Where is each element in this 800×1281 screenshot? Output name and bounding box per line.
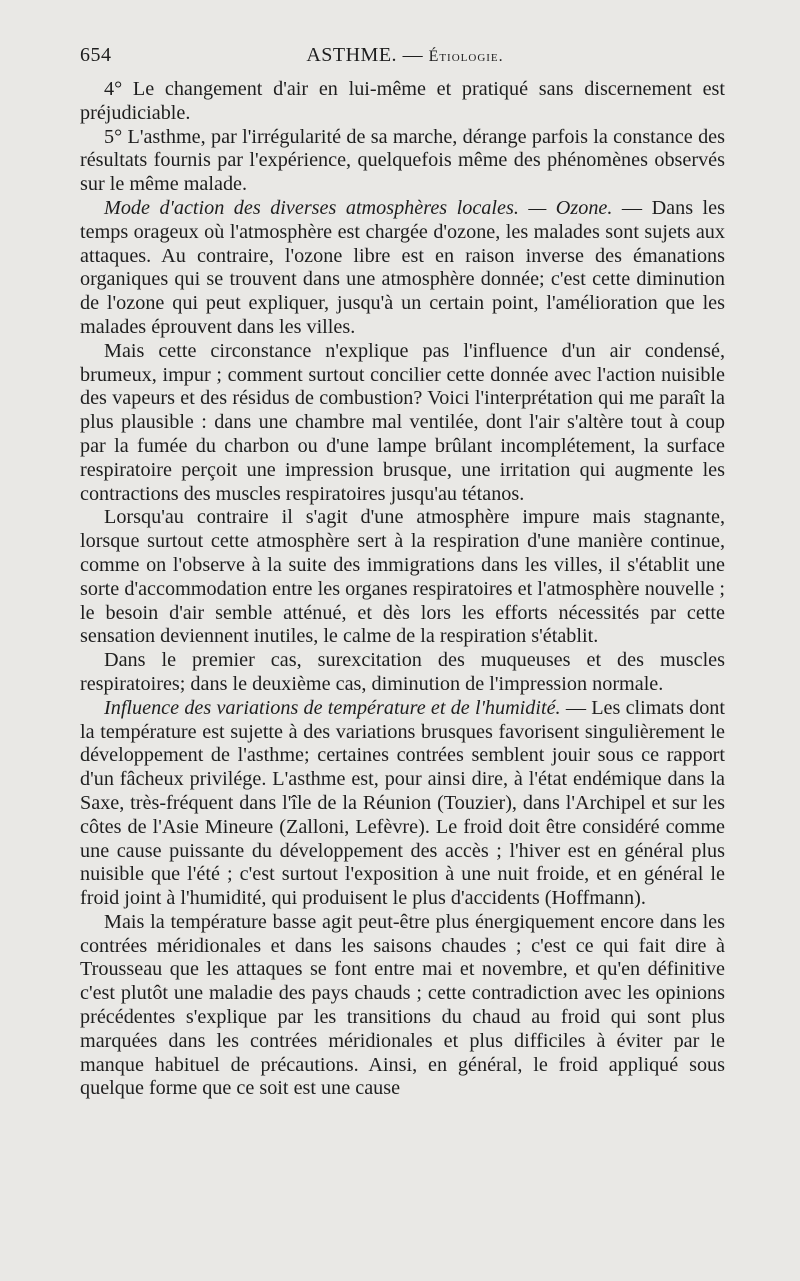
paragraph-4 xyxy=(80,78,725,126)
paragraph-circonstance xyxy=(80,340,725,507)
paragraph-temperature-basse xyxy=(80,911,725,1101)
running-title-separator: — xyxy=(402,44,424,66)
body-text xyxy=(80,78,725,1101)
paragraph-stagnante xyxy=(80,506,725,649)
page-number: 654 xyxy=(80,44,112,66)
paragraph-temperature xyxy=(80,697,725,911)
paragraph-text: Mais la température basse agit peut-être plus énergiquement encore dans les contrées méridionales et dans les saisons chaudes ; c'est ce qui fait dire à Trousseau que les attaques se font entre mai et novembre, et qu'en définitive c'est plutôt une maladie des pays chauds ; cette contradiction avec les opinions précédentes s'explique par les transitions du chaud au froid qui sont plus marquées dans les contrées méridionales et plus difficiles à éviter par le manque habituel de précautions. Ainsi, en général, le froid appliqué sous quelque forme que ce soit est une cause xyxy=(80,910,725,1100)
section-heading-ozone: Mode d'action des diverses atmosphères locales. — Ozone. xyxy=(104,196,613,219)
paragraph-5 xyxy=(80,126,725,197)
paragraph-premier-cas xyxy=(80,649,725,697)
running-head xyxy=(80,44,730,72)
paragraph-text: — Les climats dont la température est sujette à des variations brusques favorisent singulièrement le développement de l'asthme; certaines contrées semblent jouir sous ce rapport d'un fâcheux privilége. L'asthme est, pour ainsi dire, à l'état endémique dans la Saxe, très-fréquent dans l'île de la Réunion (Touzier), dans l'Archipel et sur les côtes de l'Asie Mineure (Zalloni, Lefèvre). Le froid doit être considéré comme une cause puissante du développement des accès ; l'hiver est en général plus nuisible que l'été ; c'est surtout l'exposition à une nuit froide, et en général le froid joint à l'humidité, qui produisent le plus d'accidents (Hoffmann). xyxy=(80,696,725,910)
running-title-subtitle: Étiologie. xyxy=(428,48,504,65)
paragraph-text: — Dans les temps orageux où l'atmosphère est chargée d'ozone, les malades sont sujets aux attaques. Au contraire, l'ozone libre est en raison inverse des émanations organiques qui se trouvent dans une atmosphère donnée; c'est cette diminution de l'ozone qui peut expliquer, jusqu'à un certain point, l'amélioration que les malades éprouvent dans les villes. xyxy=(80,196,725,338)
running-title-main: ASTHME. xyxy=(306,44,398,66)
section-heading-temperature: Influence des variations de température et de l'humidité. xyxy=(104,696,561,719)
paragraph-text: Dans le premier cas, surexcitation des muqueuses et des muscles respiratoires; dans le deuxième cas, diminution de l'impression normale. xyxy=(80,649,725,695)
paragraph-text: Mais cette circonstance n'explique pas l'influence d'un air condensé, brumeux, impur ; comment surtout concilier cette donnée avec l'action nuisible des vapeurs et des résidus de combustion? Voici l'interprétation qui me paraît la plus plausible : dans une chambre mal ventilée, dont l'air s'altère tout à coup par la fumée du charbon ou d'une lampe brûlant incomplétement, la surface respiratoire perçoit une impression brusque, une irritation qui augmente les contractions des muscles respiratoires jusqu'au tétanos. xyxy=(80,339,725,505)
paragraph-text: 4° Le changement d'air en lui-même et pratiqué sans discernement est préjudiciable. xyxy=(80,78,725,124)
running-title xyxy=(80,44,730,67)
paragraph-ozone xyxy=(80,197,725,340)
paragraph-text: 5° L'asthme, par l'irrégularité de sa marche, dérange parfois la constance des résultats fournis par l'expérience, quelquefois même des phénomènes observés sur le même malade. xyxy=(80,125,725,196)
paragraph-text: Lorsqu'au contraire il s'agit d'une atmosphère impure mais stagnante, lorsque surtout cette atmosphère sert à la respiration d'une manière continue, comme on l'observe à la suite des immigrations dans les villes, il s'établit une sorte d'accommodation entre les organes respiratoires et l'atmosphère nouvelle ; le besoin d'air semble atténué, et dès lors les efforts nécessités par cette sensation deviennent inutiles, le calme de la respiration s'établit. xyxy=(80,506,725,648)
